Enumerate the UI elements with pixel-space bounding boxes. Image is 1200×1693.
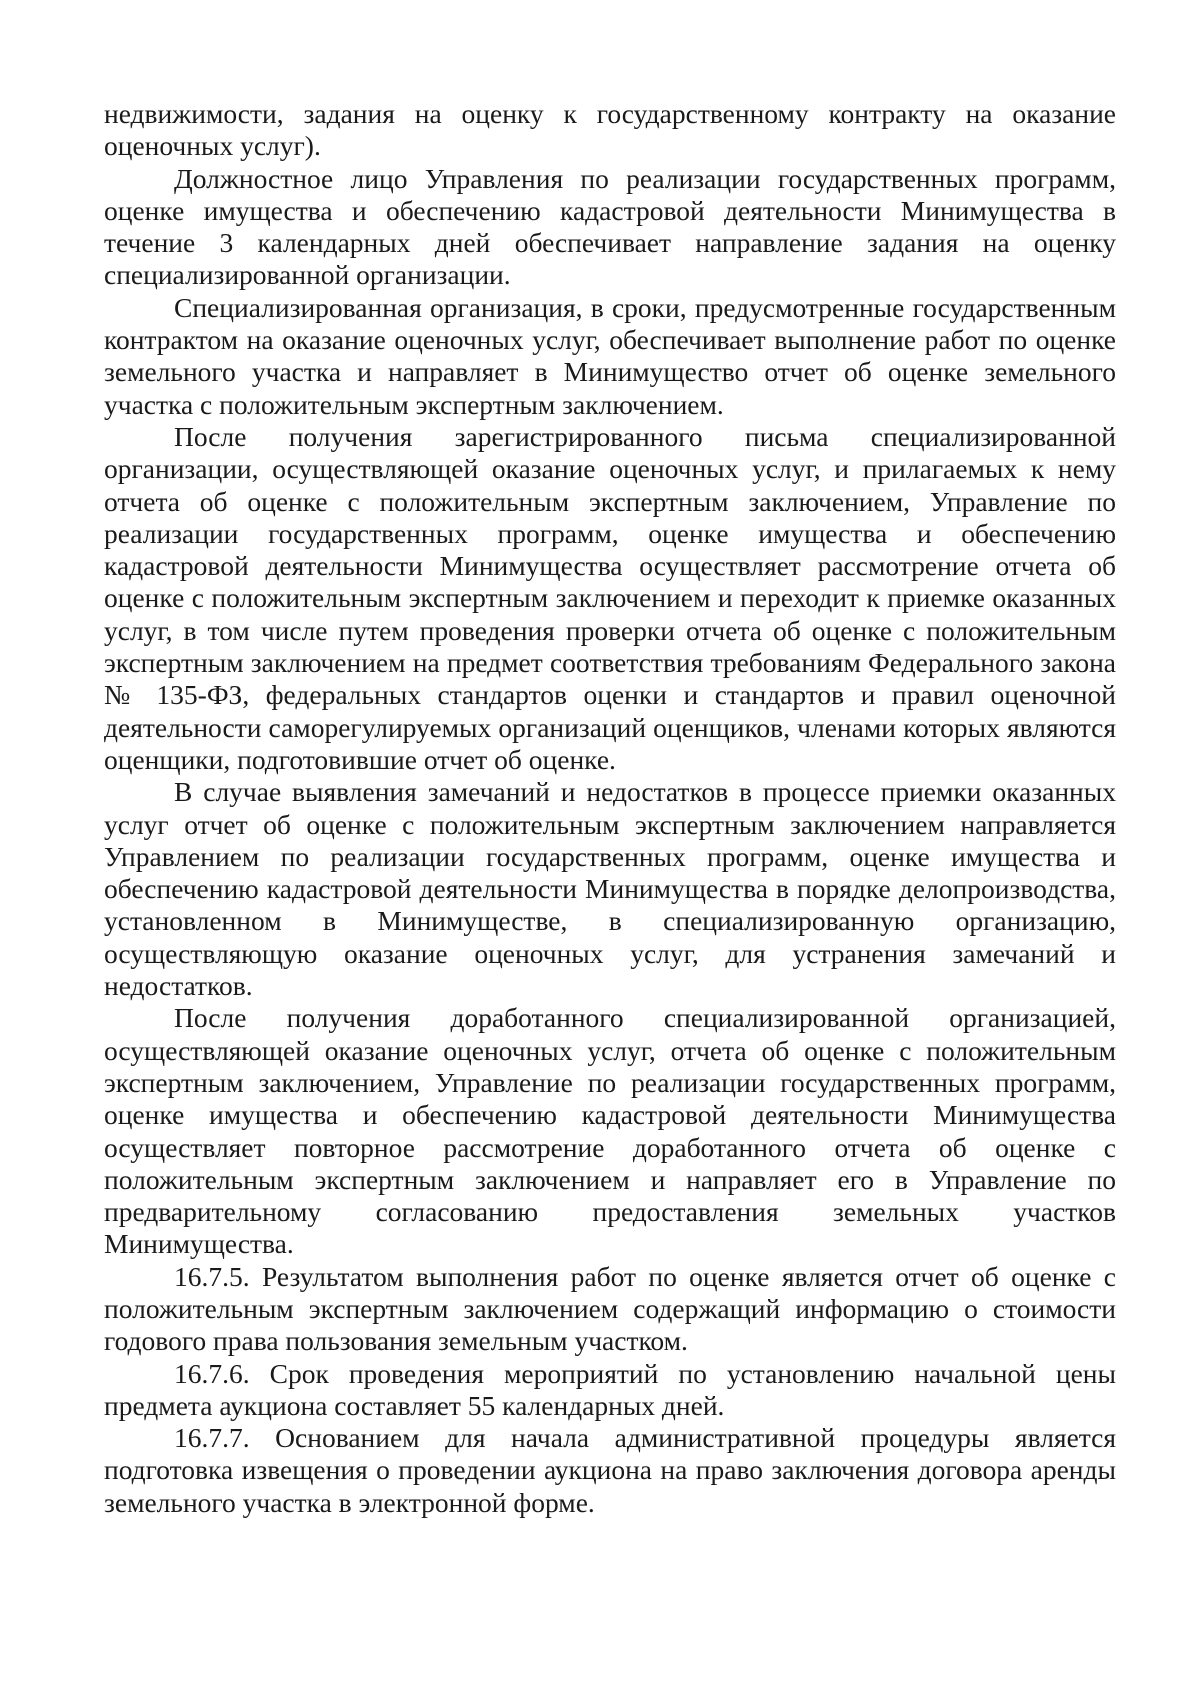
paragraph-16-7-5: 16.7.5. Результатом выполнения работ по оценке является отчет об оценке с положительным экспертным заключением содержащий информацию о стоимости годового права пользования земельным участком. <box>104 1260 1116 1357</box>
paragraph-16-7-7: 16.7.7. Основанием для начала административной процедуры является подготовка извещения о проведении аукциона на право заключения договора аренды земельного участка в электронной форме. <box>104 1422 1116 1518</box>
paragraph-16-7-6: 16.7.6. Срок проведения мероприятий по установлению начальной цены предмета аукциона составляет 55 календарных дней. <box>104 1357 1116 1421</box>
paragraph-remarks-deficiencies: В случае выявления замечаний и недостатков в процессе приемки оказанных услуг отчет об оценке с положительным экспертным заключением направляется Управлением по реализации государственных программ, оценке имущества и обеспечению кадастровой деятельности Минимущества в порядке делопроизводства, установленном в Минимуществе, в специализированную организацию, осуществляющую оказание оценочных услуг, для устранения замечаний и недостатков. <box>104 776 1116 1002</box>
paragraph-report-review: После получения зарегистрированного письма специализированной организации, осуществляющей оказание оценочных услуг, и прилагаемых к нему отчета об оценке с положительным экспертным заключением, Управление по реализации государственных программ, оценке имущества и обеспечению кадастровой деятельности Минимущества осуществляет рассмотрение отчета об оценке с положительным экспертным заключением и переходит к приемке оказанных услуг, в том числе путем проведения проверки отчета об оценке с положительным экспертным заключением на предмет соответствия требованиям Федерального закона № 135-ФЗ, федеральных стандартов оценки и стандартов и правил оценочной деятельности саморегулируемых организаций оценщиков, членами которых являются оценщики, подготовившие отчет об оценке. <box>104 420 1116 775</box>
paragraph-official-sends-task: Должностное лицо Управления по реализации государственных программ, оценке имущества и обеспечению кадастровой деятельности Минимущества в течение 3 календарных дней обеспечивает направление задания на оценку специализированной организации. <box>104 162 1116 291</box>
paragraph-revised-report: После получения доработанного специализированной организацией, осуществляющей оказание оценочных услуг, отчета об оценке с положительным экспертным заключением, Управление по реализации государственных программ, оценке имущества и обеспечению кадастровой деятельности Минимущества осуществляет повторное рассмотрение доработанного отчета об оценке с положительным экспертным заключением и направляет его в Управление по предварительному согласованию предоставления земельных участков Минимущества. <box>104 1002 1116 1260</box>
paragraph-specialized-organization: Специализированная организация, в сроки, предусмотренные государственным контрактом на оказание оценочных услуг, обеспечивает выполнение работ по оценке земельного участка и направляет в Минимущество отчет об оценке земельного участка с положительным экспертным заключением. <box>104 291 1116 420</box>
paragraph-continuation: недвижимости, задания на оценку к государственному контракту на оказание оценочных услуг). <box>104 98 1116 162</box>
document-page <box>104 98 1116 1519</box>
